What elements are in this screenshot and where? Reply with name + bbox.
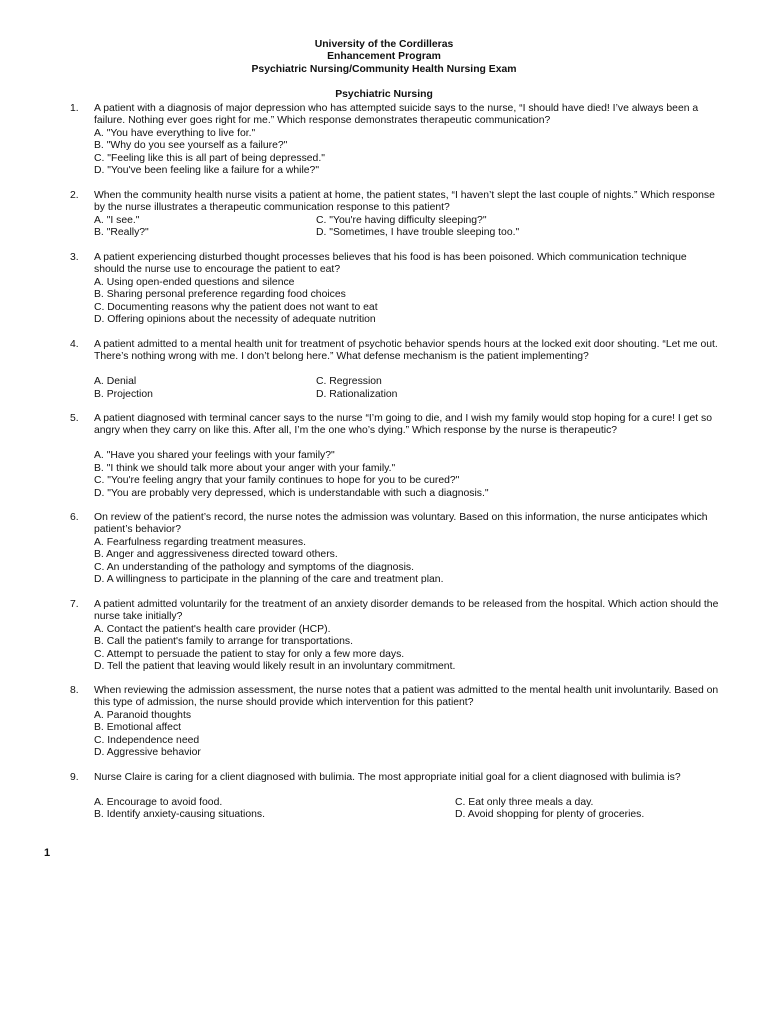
question-text: A patient admitted voluntarily for the treatment of an anxiety disorder demands to be released from the hospital. Which action should the nurse take initially? (94, 599, 719, 623)
program-title: Enhancement Program (327, 51, 441, 62)
question-text: On review of the patient’s record, the nurse notes the admission was voluntary. Based on this information, the nurse anticipates which patient’s behavior? (94, 512, 708, 536)
option-c: C. Eat only three meals a day. (455, 797, 594, 808)
option-d: D. "You've been feeling like a failure for a while?" (94, 165, 320, 176)
option-b: B. Projection (94, 389, 153, 400)
option-a: A. Denial (94, 376, 137, 387)
question-number: 9. (70, 772, 79, 783)
question-number: 6. (70, 512, 79, 523)
question-text: A patient experiencing disturbed thought processes believes that his food is has been poisoned. Which communication technique should the nurse use to encourage the patient to eat? (94, 252, 687, 276)
page-number: 1 (44, 847, 51, 859)
option-d: D. Avoid shopping for plenty of groceries. (455, 809, 645, 820)
question-number: 7. (70, 599, 79, 610)
question-text: A patient diagnosed with terminal cancer says to the nurse “I’m going to die, and I wish my family would stop hoping for a cure! I get so angry when they carry on like this. After all, I’m the one who’s dying.” Which response by the nurse is therapeutic? (94, 413, 712, 437)
option-b: B. "Why do you see yourself as a failure?" (94, 140, 288, 151)
exam-title: Psychiatric Nursing/Community Health Nursing Exam (251, 64, 517, 75)
option-b: B. Call the patient's family to arrange for transportations. (94, 636, 353, 647)
option-d: D. Rationalization (316, 389, 398, 400)
question-text: A patient with a diagnosis of major depression who has attempted suicide says to the nurse, “I should have died! I’ve always been a failure. Nothing ever goes right for me.” Which response demonstrates therapeutic communication? (94, 103, 699, 127)
option-c: C. Regression (316, 376, 382, 387)
question-number: 2. (70, 190, 79, 201)
question-text: When reviewing the admission assessment, the nurse notes that a patient was admitted to the mental health unit involuntarily. Based on this type of admission, the nurse should provide which intervention for this patient? (94, 685, 719, 709)
question-number: 8. (70, 685, 79, 696)
question-number: 1. (70, 103, 79, 114)
option-b: B. "I think we should talk more about your anger with your family." (94, 463, 396, 474)
question-text: When the community health nurse visits a patient at home, the patient states, “I haven’t slept the last couple of nights.” Which response by the nurse illustrates a therapeutic communication response to this patient? (94, 190, 715, 214)
option-a: A. "Have you shared your feelings with your family?" (94, 450, 335, 461)
option-d: D. "Sometimes, I have trouble sleeping too." (316, 227, 520, 238)
question-number: 5. (70, 413, 79, 424)
option-c: C. Independence need (94, 735, 200, 746)
option-c: C. An understanding of the pathology and symptoms of the diagnosis. (94, 562, 415, 573)
option-b: B. Identify anxiety-causing situations. (94, 809, 265, 820)
option-c: C. "Feeling like this is all part of being depressed." (94, 153, 325, 164)
option-a: A. Contact the patient's health care provider (HCP). (94, 624, 331, 635)
option-d: D. Aggressive behavior (94, 747, 201, 758)
option-c: C. "You're having difficulty sleeping?" (316, 215, 487, 226)
option-a: A. Using open-ended questions and silence (94, 277, 295, 288)
option-c: C. "You're feeling angry that your family continues to hope for you to be cured?" (94, 475, 460, 486)
option-b: B. Sharing personal preference regarding food choices (94, 289, 346, 300)
option-a: A. Encourage to avoid food. (94, 797, 223, 808)
option-b: B. Anger and aggressiveness directed toward others. (94, 549, 338, 560)
option-a: A. Paranoid thoughts (94, 710, 192, 721)
question-number: 4. (70, 339, 79, 350)
option-c: C. Documenting reasons why the patient does not want to eat (94, 302, 378, 313)
option-d: D. "You are probably very depressed, which is understandable with such a diagnosis." (94, 488, 489, 499)
option-b: B. "Really?" (94, 227, 149, 238)
option-a: A. "I see." (94, 215, 140, 226)
question-number: 3. (70, 252, 79, 263)
question-text: Nurse Claire is caring for a client diagnosed with bulimia. The most appropriate initial goal for a client diagnosed with bulimia is? (94, 772, 681, 783)
option-d: D. Tell the patient that leaving would likely result in an involuntary commitment. (94, 661, 456, 672)
option-a: A. Fearfulness regarding treatment measures. (94, 537, 306, 548)
option-d: D. A willingness to participate in the planning of the care and treatment plan. (94, 574, 444, 585)
option-b: B. Emotional affect (94, 722, 182, 733)
option-a: A. "You have everything to live for." (94, 128, 256, 139)
question-text: A patient admitted to a mental health unit for treatment of psychotic behavior spends hours at the locked exit door shouting. “Let me out. There’s nothing wrong with me. I don’t belong here.” What defense mechanism is the patient implementing? (94, 339, 718, 363)
option-c: C. Attempt to persuade the patient to stay for only a few more days. (94, 649, 405, 660)
option-d: D. Offering opinions about the necessity of adequate nutrition (94, 314, 376, 325)
section-title: Psychiatric Nursing (335, 89, 433, 100)
university-title: University of the Cordilleras (314, 39, 454, 50)
